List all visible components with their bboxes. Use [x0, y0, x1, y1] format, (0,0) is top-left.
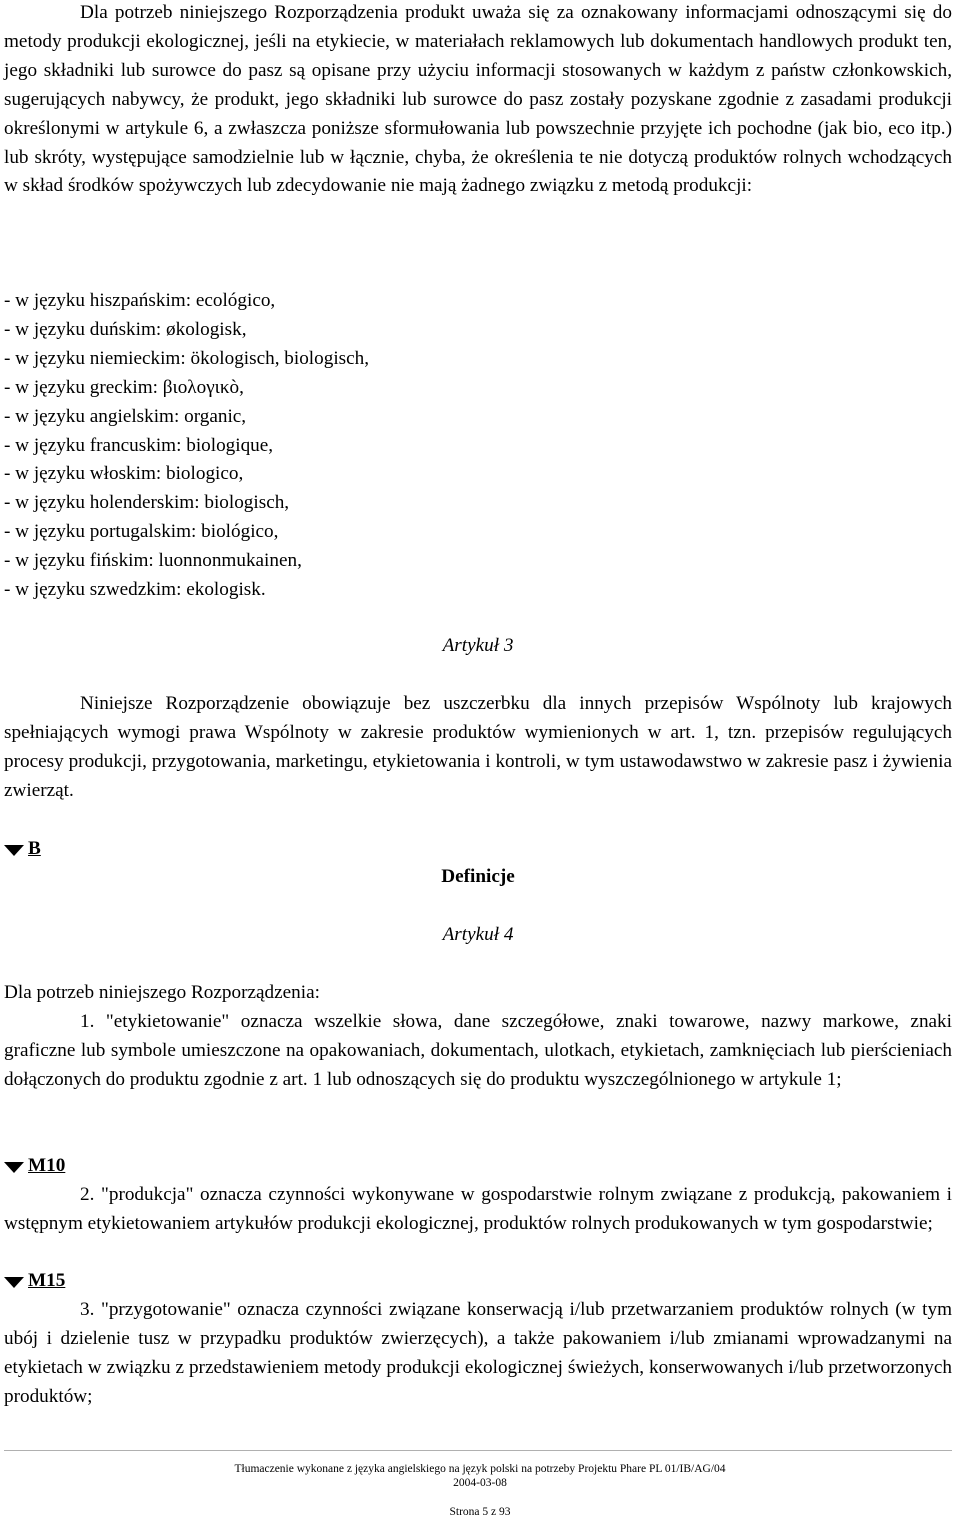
definition-3: 3. "przygotowanie" oznacza czynności związane konserwacją i/lub przetwarzaniem produktów rolnych (w tym ubój i dzielenie tusz w przypadku produktów zwierzęcych), a także pakowaniem i/lub zmianami wprowadzanymi na etykietach w związku z przedstawieniem metody produkcji ekologicznej świeżych, konserwowanych i/lub przetworzonych produktów;	[4, 1299, 952, 1407]
amendment-marker-m15[interactable]	[4, 1267, 65, 1296]
list-item: - w języku włoskim: biologico,	[4, 463, 244, 485]
list-item: - w języku francuskim: biologique,	[4, 434, 274, 456]
footer-date: 2004-03-08	[453, 1477, 507, 1489]
list-item: - w języku szwedzkim: ekologisk.	[4, 579, 266, 601]
list-item: - w języku greckim: βιολογικò,	[4, 376, 244, 398]
amendment-marker-m10[interactable]	[4, 1152, 65, 1181]
article-4-title: Artykuł 4	[442, 924, 514, 945]
footer-page-number: Strona 5 z 93	[449, 1506, 511, 1518]
list-item: - w języku hiszpańskim: ecológico,	[4, 290, 276, 311]
paragraph-labeling-definition: Dla potrzeb niniejszego Rozporządzenia produkt uważa się za oznakowany informacjami odnoszącymi się do metody produkcji ekologicznej, jeśli na etykiecie, w materiałach reklamowych lub dokumentach handlowych produkt ten, jego składniki lub surowce do pasz są opisane przy użyciu informacji stosowanych w każdym z państw członkowskich, sugerujących nabywcy, że produkt, jego składniki lub surowce do pasz zostały pozyskane zgodnie z zasadami produkcji określonymi w artykule 6, a zwłaszcza poniższe sformułowania lub powszechnie przyjęte ich pochodne (jak bio, eco itp.) lub skróty, występujące samodzielnie lub w łącznie, chyba, że określenia te nie dotyczą produktów rolnych wchodzących w skład środków spożywczych lub zdecydowanie nie mają żadnego związku z metodą produkcji:	[4, 2, 952, 197]
languages-list	[4, 287, 369, 605]
section-title-definitions: Definicje	[441, 866, 515, 887]
amendment-marker-b[interactable]	[4, 835, 41, 864]
list-item: - w języku fińskim: luonnonmukainen,	[4, 550, 302, 572]
footer-translation-note: Tłumaczenie wykonane z języka angielskiego na język polski na potrzeby Projektu Phare PL 01/IB/AG/04	[234, 1463, 726, 1475]
definition-2: 2. "produkcja" oznacza czynności wykonywane w gospodarstwie rolnym związane z produkcją, pakowaniem i wstępnym etykietowaniem artykułów produkcji ekologicznej, produktów rolnych produkowanych w tym gospodarstwie;	[4, 1184, 952, 1234]
article-3-title: Artykuł 3	[442, 635, 514, 656]
list-item: - w języku holenderskim: biologisch,	[4, 492, 290, 514]
triangle-down-icon	[4, 1162, 24, 1173]
definition-1: 1. "etykietowanie" oznacza wszelkie słowa, dane szczegółowe, znaki towarowe, nazwy markowe, znaki graficzne lub symbole umieszczone na opakowaniach, dokumentach, ulotkach, etykietach, zamknięciach lub pierścieniach dołączonych do produktu zgodnie z art. 1 lub odnoszących się do produktu wyszczególnionego w artykule 1;	[4, 1011, 952, 1090]
amendment-label: M15	[28, 1270, 66, 1291]
list-item: - w języku portugalskim: biológico,	[4, 521, 279, 543]
triangle-down-icon	[4, 845, 24, 856]
article-4-intro: Dla potrzeb niniejszego Rozporządzenia:	[4, 982, 320, 1003]
list-item: - w języku duńskim: økologisk,	[4, 318, 247, 340]
amendment-label: M10	[28, 1155, 66, 1176]
list-item: - w języku niemieckim: ökologisch, biologisch,	[4, 347, 370, 369]
article-3-text: Niniejsze Rozporządzenie obowiązuje bez uszczerbku dla innych przepisów Wspólnoty lub krajowych spełniających wymogi prawa Wspólnoty w zakresie produktów wymienionych w art. 1, tzn. przepisów regulujących procesy produkcji, przygotowania, marketingu, etykietowania i kontroli, w tym ustawodawstwo w zakresie pasz i żywienia zwierząt.	[4, 693, 952, 801]
footer-divider	[4, 1450, 952, 1451]
list-item: - w języku angielskim: organic,	[4, 405, 247, 427]
triangle-down-icon	[4, 1277, 24, 1288]
amendment-label: B	[28, 838, 41, 859]
